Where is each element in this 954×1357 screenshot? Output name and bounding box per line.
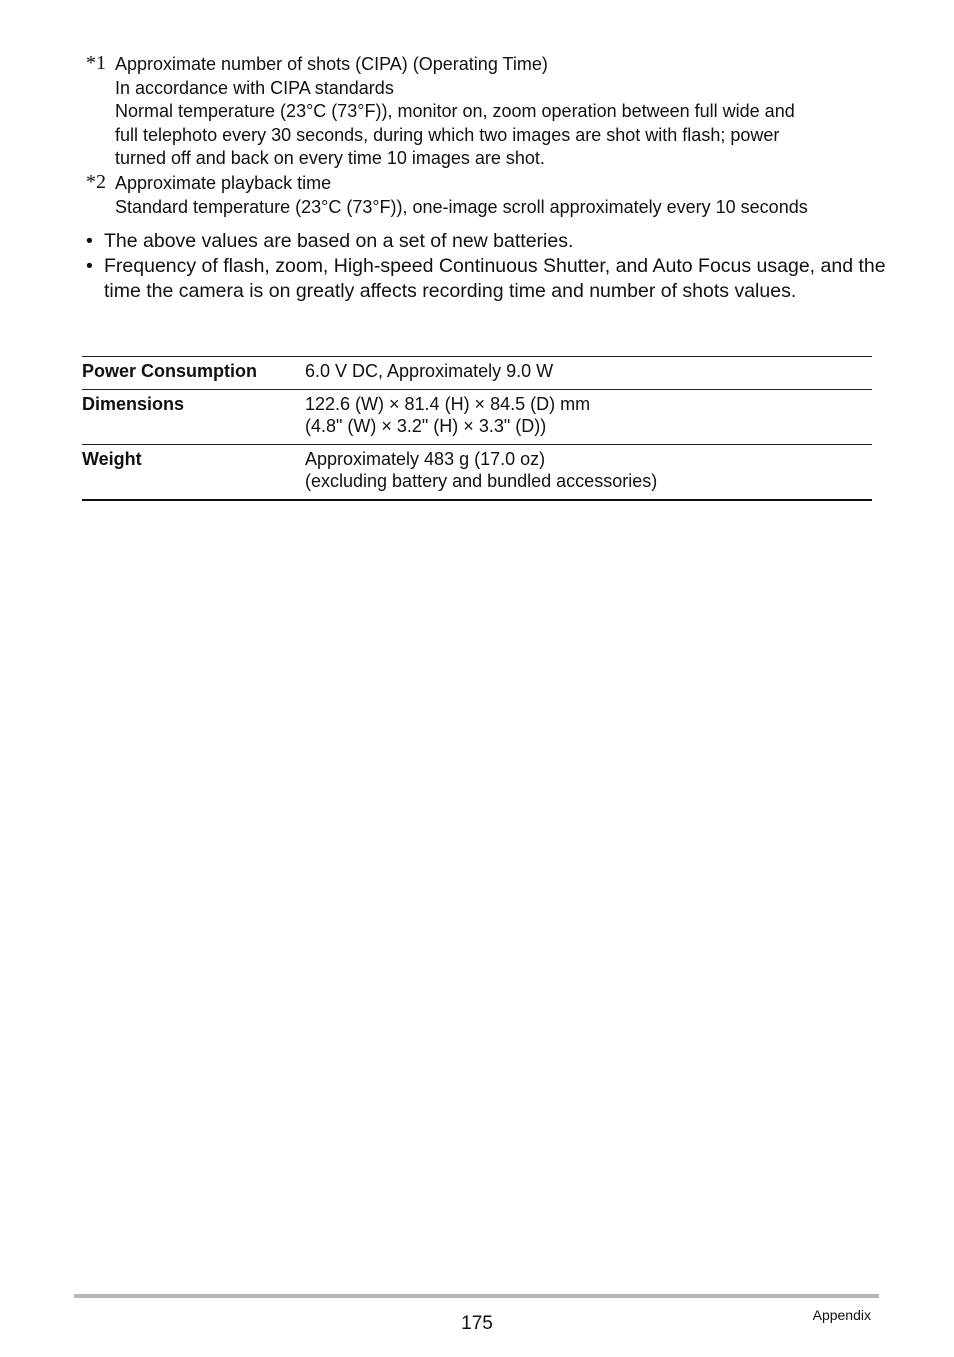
bullet-list — [86, 229, 886, 304]
footnote-1-line: Approximate number of shots (CIPA) (Operating Time) — [115, 54, 548, 74]
spec-value — [305, 357, 872, 390]
bullet-text: Frequency of flash, zoom, High-speed Continuous Shutter, and Auto Focus usage, and the time the camera is on greatly affects recording time and number of shots values. — [104, 255, 886, 302]
spec-value — [305, 444, 872, 500]
page-number: 175 — [461, 1313, 493, 1334]
spec-table — [82, 356, 872, 501]
bullet-item — [86, 229, 886, 254]
footnote-2 — [86, 172, 886, 219]
spec-label: Power Consumption — [82, 357, 305, 390]
spec-value-line: (excluding battery and bundled accessories) — [305, 471, 658, 491]
footnote-1-line: Normal temperature (23°C (73°F)), monitor on, zoom operation between full wide and — [115, 101, 795, 121]
bullet-text: The above values are based on a set of new batteries. — [104, 230, 574, 252]
footnote-1-line: turned off and back on every time 10 images are shot. — [115, 148, 545, 168]
spec-value-line: Approximately 483 g (17.0 oz) — [305, 448, 546, 469]
bullet-icon: • — [86, 230, 93, 252]
footnote-1-line: In accordance with CIPA standards — [115, 77, 394, 98]
footnote-2-mark: *2 — [86, 171, 106, 193]
table-row — [82, 444, 872, 500]
spec-value — [305, 389, 872, 444]
table-row — [82, 389, 872, 444]
footer-divider — [74, 1294, 879, 1298]
bullet-icon: • — [86, 255, 93, 277]
footnote-1-line: full telephoto every 30 seconds, during which two images are shot with flash; power — [115, 124, 780, 145]
spec-value-line: 122.6 (W) × 81.4 (H) × 84.5 (D) mm — [305, 393, 591, 414]
spec-label: Weight — [82, 444, 305, 500]
table-row — [82, 357, 872, 390]
footnote-1 — [86, 53, 886, 171]
footnote-2-line: Standard temperature (23°C (73°F)), one-image scroll approximately every 10 seconds — [115, 196, 808, 217]
spec-value-line: (4.8" (W) × 3.2" (H) × 3.3" (D)) — [305, 416, 547, 436]
spec-value-line: 6.0 V DC, Approximately 9.0 W — [305, 361, 554, 381]
footnote-1-mark: *1 — [86, 52, 106, 74]
bullet-item — [86, 254, 886, 304]
section-label: Appendix — [812, 1307, 871, 1323]
spec-label: Dimensions — [82, 389, 305, 444]
footnote-2-line: Approximate playback time — [115, 173, 332, 193]
